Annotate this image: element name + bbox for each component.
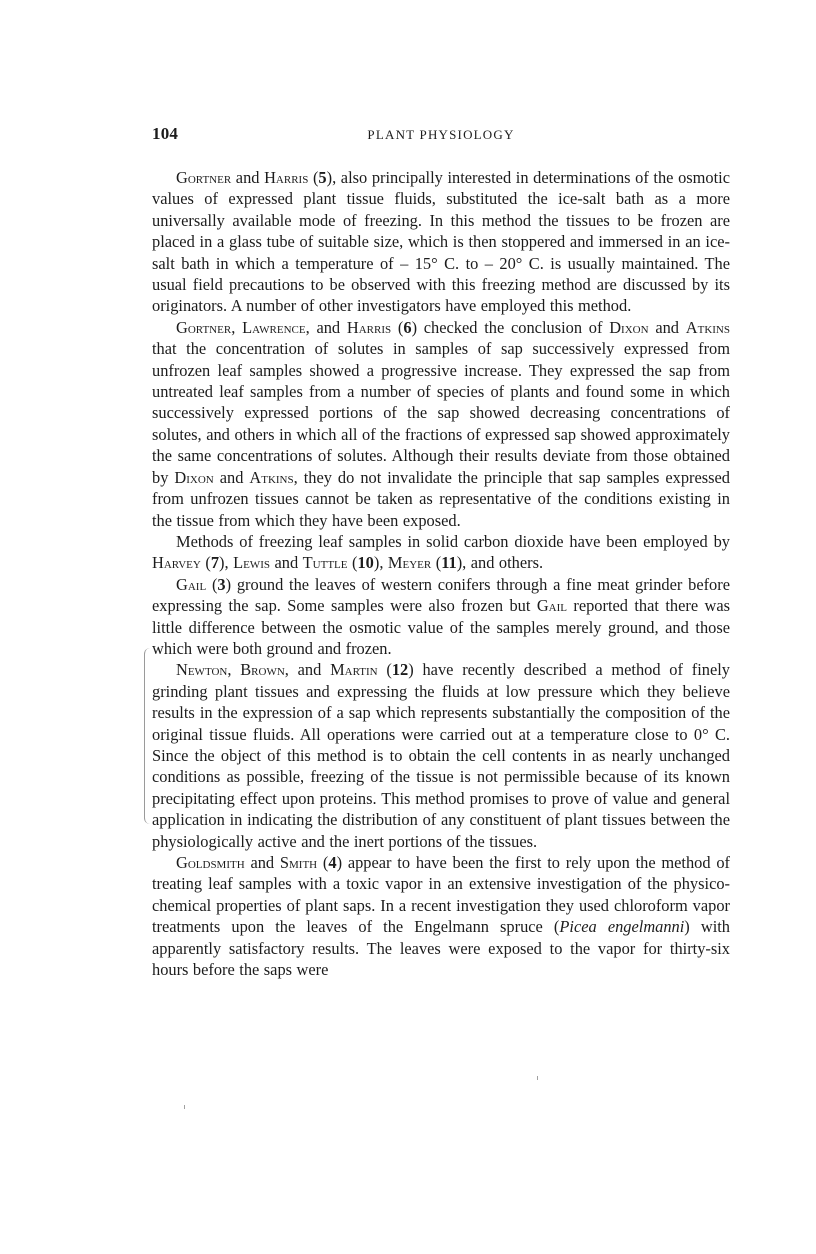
- paragraph: [152, 852, 730, 980]
- text-run: Methods of freezing leaf samples in solid carbon dioxide have been employed by: [176, 531, 730, 551]
- text-run: ), and others.: [456, 553, 544, 573]
- text-run: , and: [305, 317, 347, 337]
- author-name: Atkins: [249, 467, 294, 487]
- author-name: Harris: [264, 168, 309, 187]
- paragraph: [152, 317, 730, 531]
- author-name: Lawrence: [242, 317, 306, 337]
- text-run: and: [244, 853, 280, 872]
- paragraph: [152, 574, 730, 660]
- text-run: (: [308, 168, 319, 187]
- text-run: and: [269, 553, 303, 573]
- author-name: Newton: [176, 660, 228, 680]
- text-run: that the concentration of solutes in samples of sap successively expressed from unfrozen leaf samples showed a progressive increase. They expressed the sap from untreated leaf samples from a number of species of plants and found some in which successively expressed portions of the sap showed decreasing concentrations of solutes, and others in which all of the fractions of expressed sap showed approximately the same concentrations of solutes. Although their results deviate from those obtained by: [152, 339, 730, 487]
- text-run: (: [347, 553, 358, 573]
- paragraph: [152, 659, 730, 852]
- text-run: (: [377, 660, 392, 680]
- author-name: Dixon: [609, 317, 649, 337]
- author-name: Gortner: [176, 168, 232, 187]
- author-name: Lewis: [233, 553, 270, 573]
- text-run: (: [317, 853, 329, 872]
- text-run: ) ground the leaves of western conifers through a fine meat grinder before expressing the sap. Some samples were also frozen but: [152, 574, 730, 616]
- text-run: (: [200, 553, 211, 573]
- reference-number: 6: [403, 317, 412, 337]
- author-name: Harvey: [152, 553, 201, 573]
- text-run: (: [206, 574, 218, 594]
- author-name: Tuttle: [302, 553, 348, 573]
- body-text: [152, 167, 730, 980]
- paragraph: [152, 167, 730, 317]
- reference-number: 11: [441, 553, 457, 573]
- text-run: ),: [219, 553, 234, 573]
- italic-text: Picea engelmanni: [559, 917, 685, 937]
- text-run: (: [431, 553, 442, 573]
- reference-number: 10: [357, 553, 374, 573]
- paragraph: [152, 531, 730, 574]
- text-run: , they do not invalidate the principle that sap samples expressed from unfrozen tissues cannot be taken as representative of the conditions existing in the tissue from which they have been exposed.: [152, 467, 730, 530]
- author-name: Goldsmith: [176, 853, 245, 872]
- reference-number: 3: [217, 574, 226, 594]
- text-run: ,: [231, 317, 243, 337]
- reference-number: 5: [318, 168, 327, 187]
- author-name: Harris: [346, 317, 392, 337]
- text-run: ,: [227, 660, 241, 680]
- author-name: Atkins: [685, 317, 730, 337]
- author-name: Martin: [330, 660, 378, 680]
- author-name: Dixon: [174, 467, 214, 487]
- text-run: ) checked the conclusion of: [411, 317, 610, 337]
- reference-number: 4: [328, 853, 337, 872]
- text-run: , and: [284, 660, 331, 680]
- text-run: reported that there was little difference between the osmotic value of the samples merely ground, and those which were both ground and frozen.: [152, 596, 730, 658]
- text-run: (: [391, 317, 404, 337]
- text-run: and: [231, 168, 265, 187]
- reference-number: 7: [210, 553, 220, 573]
- page-number: 104: [152, 124, 179, 143]
- text-run: and: [213, 467, 250, 487]
- text-run: ) with apparently satisfactory results. The leaves were exposed to the vapor for thirty-six hours before the saps were: [152, 917, 730, 980]
- author-name: Smith: [279, 853, 318, 872]
- text-run: ) have recently described a method of finely grinding plant tissues and expressing the fluids at low pressure which they believe results in the expression of a sap which represents substantially the composition of the original tissue fluids. All operations were carried out at a temperature close to 0° C. Since the object of this method is to obtain the cell contents in as nearly unchanged conditions as possible, freezing of the tissue is not permissible because of its known precipitating effect upon proteins. This method promises to prove of value and general application in indicating the distribution of any constituent of plant tissues between the physiologically active and the inert portions of the tissues.: [152, 660, 730, 851]
- author-name: Brown: [240, 660, 285, 680]
- reference-number: 12: [391, 660, 409, 680]
- running-head: PLANT PHYSIOLOGY: [367, 127, 515, 142]
- margin-pencil-mark: [144, 648, 151, 824]
- text-run: ) appear to have been the first to rely upon the method of treating leaf samples with a toxic vapor in an extensive investigation of the physico-chemical properties of plant saps. In a recent investigation they used chloroform vapor treatments upon the leaves of the Engelmann spruce (: [152, 853, 730, 937]
- text-run: and: [648, 317, 686, 337]
- author-name: Gortner: [176, 317, 232, 337]
- author-name: Meyer: [387, 553, 432, 573]
- page-header: [152, 124, 730, 150]
- author-name: Gail: [176, 574, 207, 594]
- author-name: Gail: [536, 596, 567, 616]
- paper-speck: [537, 1076, 538, 1080]
- text-run: ),: [373, 553, 388, 573]
- text-run: ), also principally interested in determinations of the osmotic values of expressed plant tissue fluids, substituted the ice-salt bath as a more universally available mode of freezing. In this method the tissues to be frozen are placed in a glass tube of suitable size, which is then stoppered and immersed in an ice-salt bath in which a temperature of – 15° C. to – 20° C. is usually maintained. The usual field precautions to be observed with this freezing method are discussed by its originators. A number of other investigators have employed this method.: [152, 168, 730, 316]
- paper-speck: [184, 1105, 185, 1109]
